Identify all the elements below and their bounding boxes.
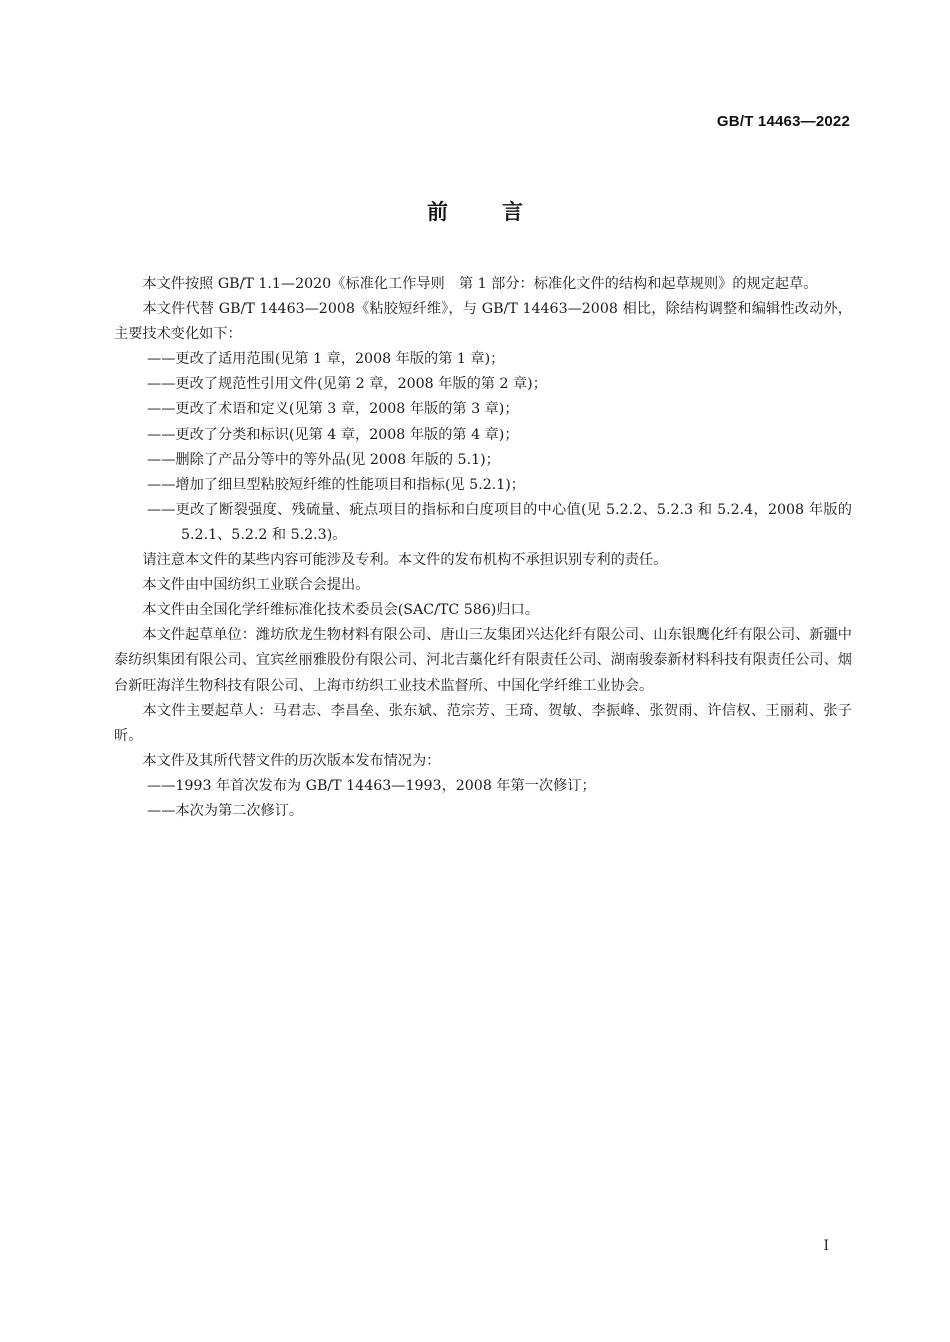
paragraph-drafting-units: 本文件起草单位：潍坊欣龙生物材料有限公司、唐山三友集团兴达化纤有限公司、山东银鹰化纤有限公司、新疆中泰纺织集团有限公司、宜宾丝丽雅股份有限公司、河北吉藁化纤有限责任公司、湖南骏泰新材料科技有限责任公司、烟台新旺海洋生物科技有限公司、上海市纺织工业技术监督所、中国化学纤维工业协会。 [114, 627, 852, 694]
change-item-scope: ——更改了适用范围(见第 1 章，2008 年版的第 1 章)； [147, 351, 505, 368]
paragraph-replaces: 本文件代替 GB/T 14463—2008《粘胶短纤维》，与 GB/T 14463—2008 相比，除结构调整和编辑性改动外，主要技术变化如下： [114, 301, 852, 343]
change-item-grading: ——删除了产品分等中的等外品(见 2008 年版的 5.1)； [147, 451, 500, 468]
history-item-second-revision: ——本次为第二次修订。 [147, 802, 304, 819]
change-item-normative-references: ——更改了规范性引用文件(见第 2 章，2008 年版的第 2 章)； [147, 376, 547, 393]
change-item-fine-denier: ——增加了细旦型粘胶短纤维的性能项目和指标(见 5.2.1)； [147, 476, 525, 493]
paragraph-drafters: 本文件主要起草人：马君志、李昌垒、张东斌、范宗芳、王琦、贺敏、李振峰、张贺雨、许信权、王丽莉、张子昕。 [114, 702, 852, 744]
paragraph-under-jurisdiction: 本文件由全国化学纤维标准化技术委员会(SAC/TC 586)归口。 [142, 602, 539, 619]
page-title: 前言 [427, 200, 577, 224]
history-item-first-release: ——1993 年首次发布为 GB/T 14463—1993，2008 年第一次修订； [147, 777, 596, 794]
paragraph-drafting-rules: 本文件按照 GB/T 1.1—2020《标准化工作导则 第 1 部分：标准化文件的结构和起草规则》的规定起草。 [142, 276, 818, 292]
document-code: GB/T 14463—2022 [716, 113, 850, 130]
change-item-tenacity: ——更改了断裂强度、残硫量、疵点项目的指标和白度项目的中心值(见 5.2.2、5.2.3 和 5.2.4，2008 年版的 5.2.1、5.2.2 和 5.2.3)。 [147, 501, 852, 543]
page-number: I [823, 1238, 829, 1254]
change-item-classification: ——更改了分类和标识(见第 4 章，2008 年版的第 4 章)； [147, 426, 519, 443]
paragraph-proposed-by: 本文件由中国纺织工业联合会提出。 [142, 577, 370, 594]
paragraph-patent-notice: 请注意本文件的某些内容可能涉及专利。本文件的发布机构不承担识别专利的责任。 [142, 552, 668, 569]
preface-body [114, 272, 852, 824]
paragraph-version-history: 本文件及其所代替文件的历次版本发布情况为： [142, 752, 441, 769]
change-item-terms: ——更改了术语和定义(见第 3 章，2008 年版的第 3 章)； [147, 401, 519, 418]
